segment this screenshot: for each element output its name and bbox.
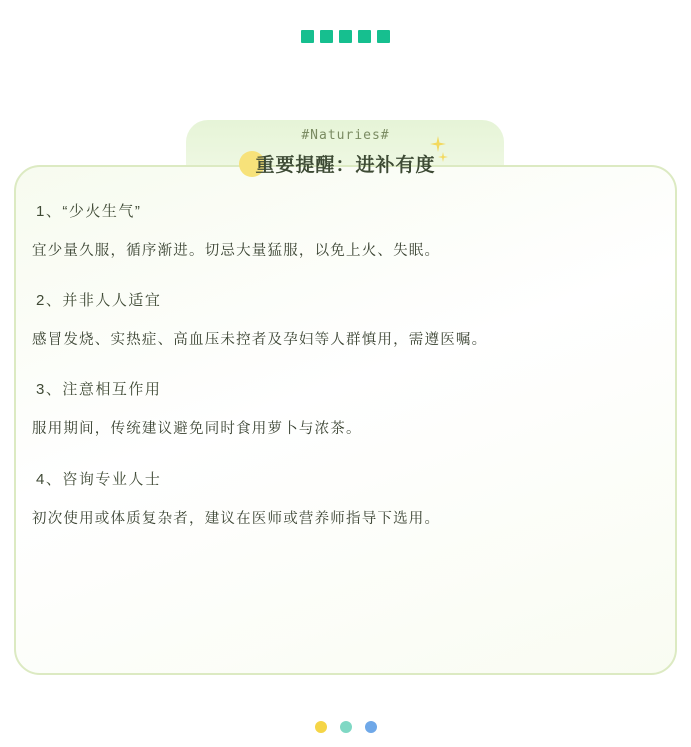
tip-heading <box>32 289 165 312</box>
tip-section <box>32 468 632 531</box>
page-title: 重要提醒：进补有度 <box>255 155 436 176</box>
square-dot-icon <box>301 30 314 43</box>
sparkle-icon <box>430 136 446 152</box>
page-title-row <box>255 150 435 177</box>
tips-list <box>32 200 632 531</box>
square-dot-icon <box>320 30 333 43</box>
tip-heading <box>32 468 165 491</box>
tip-body: 宜少量久服，循序渐进。切忌大量猛服，以免上火、失眠。 <box>32 243 441 259</box>
tip-heading-text: 2、并非人人适宜 <box>36 292 162 310</box>
square-dot-icon <box>377 30 390 43</box>
tip-heading <box>32 200 145 223</box>
tip-heading <box>32 378 165 401</box>
tip-section <box>32 200 632 263</box>
dot-blue-icon <box>365 721 377 733</box>
dot-teal-icon <box>340 721 352 733</box>
tip-heading-text: 1、“少火生气” <box>36 203 142 220</box>
sparkle-small-icon <box>438 152 448 162</box>
tip-heading-text: 3、注意相互作用 <box>36 381 162 399</box>
tip-body: 感冒发烧、实热症、高血压未控者及孕妇等人群慎用，需遵医嘱。 <box>32 332 488 349</box>
tip-body: 服用期间，传统建议避免同时食用萝卜与浓茶。 <box>32 421 362 438</box>
square-dot-icon <box>339 30 352 43</box>
tip-section <box>32 378 632 441</box>
tip-section <box>32 289 632 352</box>
brand-tag: #Naturies# <box>301 128 390 143</box>
tip-heading-text: 4、咨询专业人士 <box>36 470 162 488</box>
dot-yellow-icon <box>315 721 327 733</box>
square-dot-icon <box>358 30 371 43</box>
header-text-group <box>0 128 691 177</box>
tip-body: 初次使用或体质复杂者，建议在医师或营养师指导下选用。 <box>32 510 441 527</box>
bottom-dot-decoration <box>0 721 691 733</box>
top-square-decoration <box>0 30 691 43</box>
